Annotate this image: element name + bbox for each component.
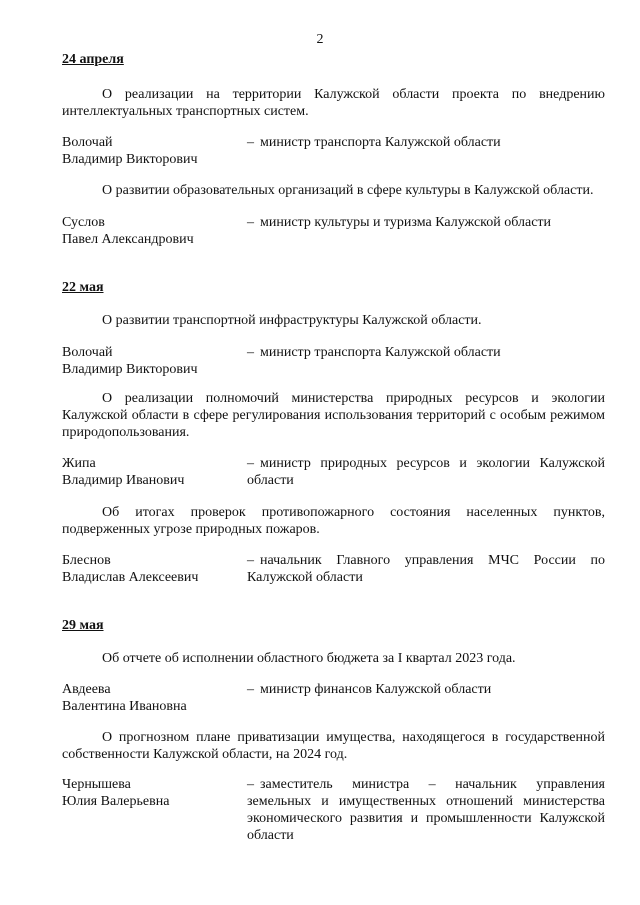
speaker-given-name: Юлия Валерьевна: [62, 794, 170, 809]
agenda-topic: О реализации на территории Калужской области проекта по внедрению интеллектуальных транспортных систем.: [62, 87, 605, 119]
speaker-given-name: Валентина Ивановна: [62, 699, 187, 714]
speaker-surname: Блеснов: [62, 553, 111, 568]
speaker-role: [247, 455, 605, 489]
speaker-role-text: министр транспорта Калужской области: [260, 135, 501, 150]
speaker-role-text: министр культуры и туризма Калужской области: [260, 215, 552, 230]
speaker-surname: Авдеева: [62, 682, 111, 697]
dash: –: [247, 456, 254, 471]
speaker-given-name: Владислав Алексеевич: [62, 570, 199, 585]
speaker-role: [247, 776, 605, 844]
speaker-given-name: Павел Александрович: [62, 232, 194, 247]
agenda-topic: О реализации полномочий министерства природных ресурсов и экологии Калужской области в сфере регулирования использования территорий с особым режимом природопользования.: [62, 391, 605, 440]
speaker-name: [62, 214, 242, 248]
speaker-name: [62, 344, 242, 378]
speaker-role-text: министр природных ресурсов и экологии Калужской области: [247, 456, 605, 488]
agenda-topic: О развитии транспортной инфраструктуры Калужской области.: [102, 313, 482, 328]
speaker-name: [62, 681, 242, 715]
speaker-name: [62, 134, 242, 168]
section-date: 29 мая: [62, 618, 104, 633]
dash: –: [247, 135, 254, 150]
speaker-role: [247, 681, 605, 698]
page-number: 2: [316, 32, 324, 47]
dash: –: [247, 682, 254, 697]
dash: –: [247, 345, 254, 360]
agenda-topic: Об отчете об исполнении областного бюджета за I квартал 2023 года.: [102, 651, 516, 666]
agenda-topic: О развитии образовательных организаций в сфере культуры в Калужской области.: [102, 183, 594, 198]
agenda-topic: О прогнозном плане приватизации имущества, находящегося в государственной собственности Калужской области, на 2024 год.: [62, 730, 605, 762]
speaker-role: [247, 214, 605, 231]
speaker-given-name: Владимир Викторович: [62, 152, 198, 167]
speaker-given-name: Владимир Викторович: [62, 362, 198, 377]
speaker-name: [62, 776, 242, 810]
speaker-role: [247, 552, 605, 586]
section-date: 22 мая: [62, 280, 104, 295]
speaker-name: [62, 552, 242, 586]
section-date: 24 апреля: [62, 52, 124, 67]
speaker-surname: Жипа: [62, 456, 96, 471]
agenda-topic: Об итогах проверок противопожарного состояния населенных пунктов, подверженных угрозе природных пожаров.: [62, 505, 605, 537]
speaker-surname: Волочай: [62, 345, 113, 360]
speaker-role: [247, 134, 605, 151]
speaker-role: [247, 344, 605, 361]
dash: –: [247, 777, 254, 792]
speaker-surname: Волочай: [62, 135, 113, 150]
speaker-role-text: заместитель министра – начальник управления земельных и имущественных отношений министерства экономического развития и промышленности Калужской области: [247, 777, 605, 843]
speaker-role-text: министр транспорта Калужской области: [260, 345, 501, 360]
speaker-surname: Суслов: [62, 215, 105, 230]
speaker-name: [62, 455, 242, 489]
dash: –: [247, 553, 254, 568]
speaker-given-name: Владимир Иванович: [62, 473, 185, 488]
speaker-role-text: начальник Главного управления МЧС России по Калужской области: [247, 553, 605, 585]
speaker-role-text: министр финансов Калужской области: [260, 682, 492, 697]
speaker-surname: Чернышева: [62, 777, 131, 792]
dash: –: [247, 215, 254, 230]
